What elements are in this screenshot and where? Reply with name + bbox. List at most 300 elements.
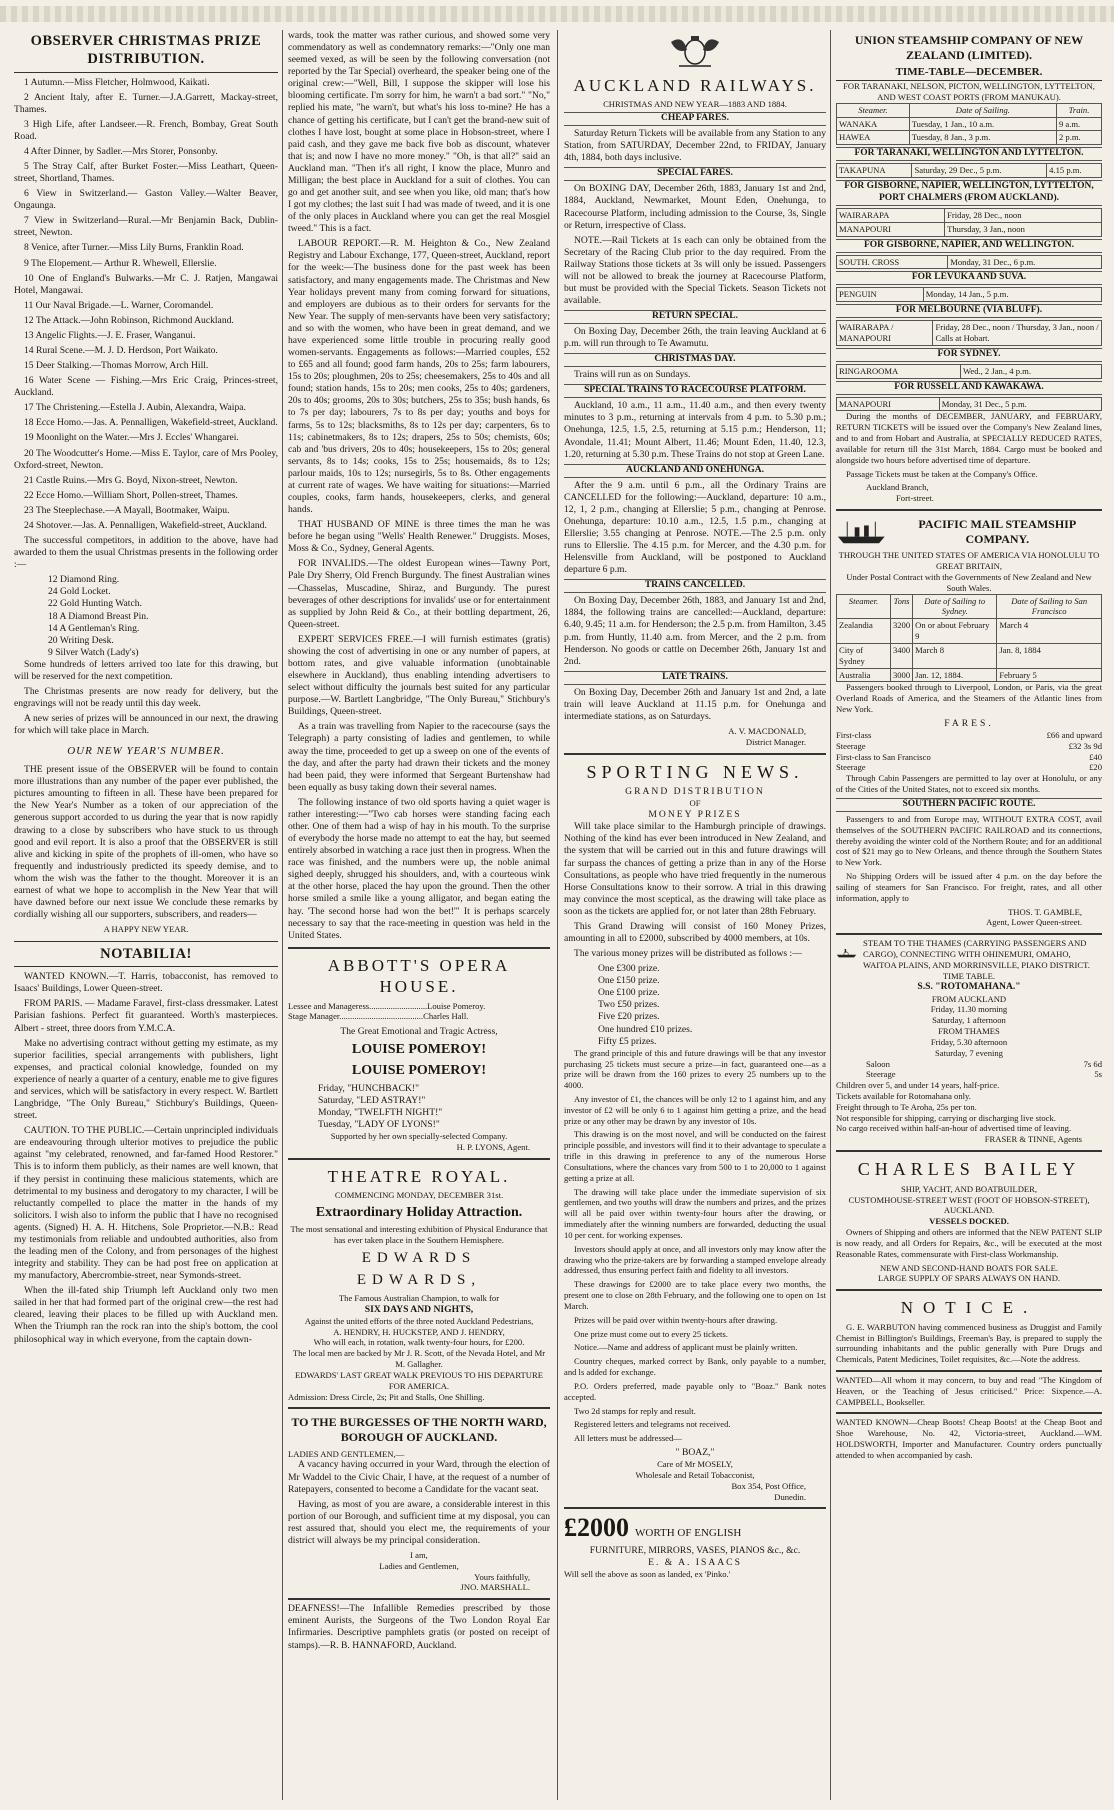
registered-letters: Registered letters and telegrams not received. — [574, 1419, 731, 1430]
steamship-icon — [836, 517, 887, 547]
winner-entry: 1 Autumn.—Miss Fletcher, Holmwood, Kaikati. — [24, 76, 210, 88]
trains-cancelled-heading: TRAINS CANCELLED. — [564, 579, 826, 593]
various-prizes: The various money prizes will be distributed as follows :— — [574, 948, 802, 960]
lessee-line: Lessee and Manageress...........................Louise Pomeroy. — [288, 1000, 486, 1011]
these-drawings: These drawings for £2000 are to take place every two months, the present one to close on 28th February, and the following one to open on 1st March. — [564, 1279, 826, 1311]
fare-row — [836, 741, 1102, 752]
gamble: THOS. T. GAMBLE, — [1008, 906, 1082, 917]
table-sydney — [836, 364, 1102, 379]
during-months: During the months of DECEMBER, JANUARY, and FEBRUARY, RETURN TICKETS will be issued over the Company's New Zealand lines, and to and from Hobart and Australia, at SPECIALLY REDUCED RATES, available for return till the 31st March, 1884. Cargo must be booked and alongside two hours before advertised time of departure. — [836, 411, 1102, 465]
fare-row — [836, 762, 1102, 773]
table-row — [837, 321, 1102, 346]
winner-entry: 15 Deer Stalking.—Thomas Morrow, Arch Hill. — [24, 360, 209, 372]
column-rule — [282, 30, 283, 1800]
great-actress: The Great Emotional and Tragic Actress, — [340, 1026, 498, 1038]
fare-class: Steerage — [836, 762, 866, 773]
table-cell: WAIRARAPA / MANAPOURI — [837, 321, 933, 346]
fare-class: First-class — [836, 729, 872, 740]
table-cell: February 5 — [997, 668, 1102, 682]
saloon-label: Saloon — [866, 1058, 890, 1069]
railways-title: AUCKLAND RAILWAYS. — [573, 76, 817, 95]
burgesses-ad — [288, 1407, 550, 1593]
vessels-docked: VESSELS DOCKED. — [929, 1216, 1009, 1227]
care-of: Care of Mr MOSELY, — [657, 1459, 733, 1470]
isaacs-worth: WORTH OF ENGLISH — [635, 1527, 742, 1540]
backed: The local men are backed by Mr J. R. Scott, of the Nevada Hotel, and Mr M. Gallagher. — [292, 1348, 546, 1370]
table-cell: 4.15 p.m. — [1047, 164, 1102, 178]
notabilia-item: When the ill-fated ship Triumph left Auckland only two men sailed in her that had formed part of the original crew—the rest had cleared, leaving their places to be filled up with Auckland men. When the Triumph ran the rock ran into the ship's bottom, the cool philosophical way in which everyone, from the captain down- — [14, 1285, 278, 1345]
wholesale: Wholesale and Retail Tobacconist, — [635, 1469, 755, 1480]
section-gisborne-port-chalmers: FOR GISBORNE, NAPIER, WELLINGTON, LYTTELTON, PORT CHALMERS (FROM AUCKLAND). — [836, 180, 1102, 206]
column-rule — [557, 30, 558, 1800]
table-cell: 9 a.m. — [1056, 117, 1101, 131]
champion: The Famous Australian Champion, to walk for — [338, 1292, 500, 1303]
section-melbourne: FOR MELBOURNE (VIA BLUFF). — [836, 304, 1102, 318]
prizes-paid: Prizes will be paid over within twenty-hours after drawing. — [574, 1314, 778, 1325]
investors-apply: Investors should apply at once, and all investors only may know after the drawing who the prize-takers are by forwarding a stamped envelope already addressed, thus ensuring perfect faith and fidelity to all investors. — [564, 1243, 826, 1276]
winner-entry: 6 View in Switzerland.— Gaston Valley.—Walter Beaver, Ongaunga. — [14, 188, 278, 212]
wanted-kingdom-ad — [836, 1370, 1102, 1407]
fraser-tinne: FRASER & TINNE, Agents — [984, 1134, 1082, 1145]
labour-report: LABOUR REPORT.—R. M. Heighton & Co., New Zealand Registry and Labour Exchange, 177, Queen-street, Auckland, report for the week:—The business done for the past week has been satisfactory, and many engagements made. The Christmas and New Year holidays prevent many from coming forward for situations, and employers are dubious as to their orders for servants for the New Year. The supply of men-servants have been very satisfactory; and so with the women, who have been in great demand, and we have experienced some little trouble in procuring really good women-servants. Engagements as follows:—Married couples, £52 to £65 and all found; good farm hands, 20s to 25s; farm labourers, 15s to 20s; ploughmen, 20s to 25s; cheesemakers, 25s to 40s and all found; station hands, 15s to 20s; men cooks, 25s to 40s; gardeners, 20s to 40s; grooms, 20s to 30s; butchers, 25s to 35s; bush hands, 6s to 7s per day; labourers, 7s to 8s per day; youths and boys for farms, 5s to 12s; blacksmiths, 8s to 12s per day; carpenters, 6s to 11s; cabinetmakers, 8s to 12s; drapers, 25s to 50s; chemists, 60s; cab and 'bus drivers, 20s to 40s; housekeepers, 15s to 20s; general servants, 8s to 14s; cooks, 15s to 25s; housemaids, 8s to 12s; parlour maids, 10s to 12s; nursegirls, 5s to 8s. Other engagements at current rate of wages. We have waiting for situations:—Married couples, cooks, farm hands, housekeepers, clerks, and general hands. — [288, 238, 550, 516]
tickets-available: Tickets available for Rotomahana only. — [836, 1091, 971, 1101]
against: Against the united efforts of the three noted Auckland Pedestrians, — [304, 1315, 534, 1326]
table-row — [837, 619, 1102, 644]
table-row — [837, 131, 1102, 145]
freight-through: Freight through to Te Aroha, 25s per ton. — [836, 1101, 977, 1112]
return-special-heading: RETURN SPECIAL. — [564, 310, 826, 324]
column-rule — [830, 30, 831, 1800]
show-item: Saturday, "LED ASTRAY!" — [318, 1094, 426, 1106]
table-cell: 3400 — [890, 643, 912, 668]
table-cell: 2 p.m. — [1056, 131, 1101, 145]
winner-entry: 13 Angelic Flights.—J. E. Fraser, Wanganui. — [24, 329, 196, 341]
cabin-passengers: Through Cabin Passengers are permitted to lay over at Honolulu, or any of the Cities of the United States, not to exceed six months. — [836, 773, 1102, 795]
show-item: Friday, "HUNCHBACK!" — [318, 1082, 420, 1094]
happy-new-year: A HAPPY NEW YEAR. — [103, 924, 189, 935]
table-gisborne-wellington — [836, 255, 1102, 270]
isaacs-name: E. & A. ISAACS — [648, 1557, 742, 1569]
new-year-paragraph: THE present issue of the OBSERVER will be found to contain more illustrations than any number of the paper ever published, the pictures amounting to fifteen in all. These have been prepared for the New Year's Number as a token of our appreciation of the generous support accorded to us during the year that is now rapidly drawing to a close by subscribers who have stuck to us through good and evil report. It is also a proof that the OBSERVER is still alive and kicking in spite of the prophets of ill-omen, who have so frequently and industriously predicted its speedy demise, and to whom the wish was the father to the thought. Moreover it is an earnest of what we hope to accomplish in the New Year that will have dawned before our next issue We conclude these remarks by cordially wishing all our supporters, subscribers, and readers— — [14, 764, 278, 921]
money-prizes: MONEY PRIZES — [648, 809, 742, 821]
table-cell: 3000 — [890, 668, 912, 682]
table-taranaki-wellington — [836, 163, 1102, 178]
page-top-border — [0, 6, 1114, 22]
husband-ad: THAT HUSBAND OF MINE is three times the man he was before he began using "Wells' Health Renewer." Druggists. Moses, Moss & Co., Sydney, General Agents. — [288, 519, 550, 555]
notice-title: NOTICE. — [900, 1298, 1038, 1318]
customhouse: CUSTOMHOUSE-STREET WEST (FOOT OF HOBSON-STREET), AUCKLAND. — [848, 1194, 1090, 1216]
fares-list — [836, 730, 1102, 773]
pacific-mail-ad — [836, 509, 1102, 928]
isaacs-goods: FURNITURE, MIRRORS, VASES, PIANOS &c., &c. — [589, 1545, 801, 1557]
winner-entry: 18 Ecce Homo.—Jas. A. Pennalligen, Wakefield-street, Auckland. — [24, 417, 278, 429]
cheap-fares-heading: CHEAP FARES. — [564, 112, 826, 126]
notabilia-item: FROM PARIS. — Madame Faravel, first-class dressmaker. Latest Parisian fashions. Perfect fit guaranteed. Worth's masterpieces. Albert - street, three doors from Y.M.C.A. — [14, 998, 278, 1034]
steerage-fare: 5s — [1094, 1069, 1102, 1080]
union-table-header — [837, 103, 1102, 117]
opera-house-title: ABBOTT'S OPERA HOUSE. — [327, 955, 511, 997]
one-prize: One prize must come out to every 25 tickets. — [574, 1328, 728, 1339]
winner-entry: 21 Castle Ruins.—Mrs G. Boyd, Nixon-street, Newton. — [24, 474, 238, 486]
winner-entry: 16 Water Scene — Fishing.—Mrs Eric Craig, Princes-street, Auckland. — [14, 375, 278, 399]
table-cell: Monday, 14 Jan., 5 p.m. — [923, 288, 1101, 302]
most-sensational: The most sensational and interesting exhibition of Physical Endurance that has ever taken place in the Southern Hemisphere. — [290, 1224, 548, 1246]
christmas-day-heading: CHRISTMAS DAY. — [564, 353, 826, 367]
ship-yacht: SHIP, YACHT, AND BOATBUILDER, — [900, 1183, 1038, 1194]
table-row — [837, 668, 1102, 682]
table-header-cell: Steamer. — [837, 103, 910, 117]
sporting-news-title: SPORTING NEWS. — [586, 761, 804, 782]
notabilia-list — [14, 971, 278, 1345]
table-row — [837, 255, 1102, 269]
this-drawing: This drawing is on the most novel, and will be conducted on the fairest principle possible, and investors will find it to their advantage to speculate a trifle in this drawing in preference to any of the numerous Horse Consultations, where the chances vary from 500 to 1 to 20,000 to 1 against getting a prize at all. — [564, 1129, 826, 1183]
southern-pacific-text: Passengers to and from Europe may, WITHOUT EXTRA COST, avail themselves of the SOUTHERN PACIFIC RAILROAD and its connections, thereby avoiding the winter cold of the Northern Route; and for an additional cost of $21 may go to New Orleans, and thence through the Southern States to New York. — [836, 813, 1102, 868]
marshall-signature: JNO. MARSHALL. — [460, 1582, 530, 1593]
isaacs-sell: Will sell the above as soon as landed, ex 'Pinko.' — [564, 1569, 731, 1580]
isaacs-ad — [564, 1507, 826, 1580]
auckland-onehunga-text: After the 9 a.m. until 6 p.m., all the Ordinary Trains are CANCELLED for the following:—Auckland, departure: 10 a.m., 12, 1, 2 p.m., changing at Ellerslie; 5 p.m., changing at Penrose. Onehunga, departure: 10.10 a.m., 12.5, 1.5 p.m., changing at Ellerslie; 3.55 changing at Penrose. NOTE.—The 2.5 p.m. only runs to Ellerslie. The 4.15 p.m. for Mercer, and the 4.30 p.m. for Helensville from Auckland, will be postponed to Auckland departure 6 p.m. — [564, 479, 826, 576]
fare-price: £40 — [1089, 751, 1102, 762]
table-cell: Thursday, 3 Jan., noon — [945, 222, 1102, 236]
section-gisborne-wellington: FOR GISBORNE, NAPIER, AND WELLINGTON. — [836, 239, 1102, 253]
new-year-title: OUR NEW YEAR'S NUMBER. — [67, 745, 225, 758]
table-cell: Wed., 2 Jan., 4 p.m. — [960, 364, 1101, 378]
prize-distribution-title: OBSERVER CHRISTMAS PRIZE DISTRIBUTION. — [14, 32, 278, 73]
prize-item: One hundred £10 prizes. — [598, 1023, 693, 1035]
column-2 — [288, 30, 550, 1802]
present-item: 22 Gold Hunting Watch. — [48, 598, 142, 610]
presents-ready: The Christmas presents are now ready for delivery, but the engravings will not be ready until this day week. — [14, 685, 278, 710]
winner-entry: 17 The Christening.—Estella J. Aubin, Alexandra, Waipa. — [24, 402, 246, 414]
sporting-news-ad — [564, 753, 826, 1503]
edwards-1: EDWARDS — [361, 1250, 477, 1267]
no-cargo: No cargo received within half-an-hour of advertised time of leaving. — [836, 1123, 1072, 1134]
ladies-gentlemen-2: Ladies and Gentlemen, — [379, 1560, 459, 1571]
fare-price: £66 and upward — [1046, 729, 1102, 740]
prize-item: One £300 prize. — [598, 963, 660, 975]
saturday-auckland: Saturday, 1 afternoon — [932, 1015, 1006, 1026]
table-cell: March 4 — [997, 619, 1102, 644]
table-header-cell: Steamer. — [837, 594, 891, 619]
winner-entry: 4 After Dinner, by Sadler.—Mrs Storer, Ponsonby. — [24, 145, 218, 157]
column-3 — [564, 30, 826, 1802]
notice-ad — [836, 1289, 1102, 1365]
winner-entry: 12 The Attack.—John Robinson, Richmond Auckland. — [24, 314, 234, 326]
deafness-text: DEAFNESS!—The Infallible Remedies prescribed by those eminent Aurists, the Surgeons of the Two London Royal Ear Infirmaries. Descriptive pamphlets gratis (or posted on receipt of stamps).—R. B. HANNAFORD, Auckland. — [288, 1603, 550, 1651]
wanted-kingdom-text: WANTED—All whom it may concern, to buy and read "The Kingdom of Heaven, or the Teaching of Jesus criticised." Price: Sixpence.—A. CAMPBELL, Bookseller. — [836, 1374, 1102, 1407]
table-cell: City of Sydney — [837, 643, 891, 668]
table-row — [837, 117, 1102, 131]
po-orders: P.O. Orders preferred, made payable only to "Boaz." Bank notes accepted. — [564, 1380, 826, 1402]
table-cell: MANAPOURI — [837, 397, 940, 411]
prize-item: One £100 prize. — [598, 987, 660, 999]
expert-services-ad: EXPERT SERVICES FREE.—I will furnish estimates (gratis) showing the cost of advertising in one or any number of papers, at bottom rates, and give valuable information (unobtainable elsewhere in Auckland), thus enabling intending advertisers to select without difficulty the journals best suited for any particular purpose.—W. Bartlett Langbridge, "The Only Bureau," Stichbury's Buildings, Queen-street. — [288, 633, 550, 718]
table-cell: MANAPOURI — [837, 222, 945, 236]
column-1 — [14, 30, 278, 1802]
opera-house-ad — [288, 947, 550, 1153]
table-gisborne-port-chalmers — [836, 208, 1102, 237]
special-fares-text: On BOXING DAY, December 26th, 1883, January 1st and 2nd, 1884, Auckland, Newmarket, Mount Eden, Onehunga, to Racecourse Platform, including admission to the Course, 3s, Single or Return, irrespective of Class. — [564, 183, 826, 231]
section-sydney: FOR SYDNEY. — [836, 348, 1102, 362]
ss-rotomahana: S.S. "ROTOMAHANA." — [917, 981, 1021, 993]
table-cell: 3200 — [890, 619, 912, 644]
fare-row — [836, 752, 1102, 763]
vacancy-paragraph: A vacancy having occurred in your Ward, through the election of Mr Waddel to the Civic Chair, I have, at the request of a number of Ratepayers, consented to become a Candidate for the vacant seat. — [288, 1459, 550, 1495]
bailey-title: CHARLES BAILEY — [857, 1159, 1081, 1180]
cab-horse-story: The following instance of two old sports having a quiet wager is rather interesting:—"Two cab horses were standing facing each other. One of them had a wisp of hay in his mouth. To the surprise of everybody the horse made no attempt to eat the hay, but seemed entirely absorbed in watching a race just then in progress. When the race was finished, and the numbers were up, the noble animal sighed deeply, shrugged his shoulders, and, with a courteous wink at the other horse, placed the hay upon the ground. Then the other horse smiled a smile like a young alligator, and began eating the hay. 'The second horse had won the bet!'" It is perhaps scarcely necessary to say that the race-meeting in question was held in the United States. — [288, 796, 550, 941]
all-letters: All letters must be addressed— — [574, 1433, 682, 1444]
table-row — [837, 164, 1102, 178]
invalids-ad: FOR INVALIDS.—The oldest European wines—Tawny Port, Pale Dry Sherry, Old French Burgundy. The finest Australian wines—Chasselas, Muscadine, Shiraz, and Burgundy. The purest beverages of other descriptions for invalids' use or for entertainment as supplied by John Reid & Co., at their bottling department, 26, Queen-street. — [288, 558, 550, 630]
table-cell: Jan. 12, 1884. — [913, 668, 997, 682]
show-list — [288, 1083, 550, 1131]
union-table — [836, 103, 1102, 145]
boaz: " BOAZ," — [675, 1447, 715, 1458]
fare-class: First-class to San Francisco — [836, 751, 931, 762]
dunedin: Dunedin. — [774, 1491, 806, 1502]
having-paragraph: Having, as most of you are aware, a considerable interest in this portion of our Borough, and sufficient time at my disposal, you can rest assured that, should you elect me, the requirements of your district will always be my principal consideration. — [288, 1498, 550, 1546]
auckland-onehunga-heading: AUCKLAND AND ONEHUNGA. — [564, 464, 826, 478]
from-thames: FROM THAMES — [938, 1026, 1000, 1037]
supported-by: Supported by her own specially-selected Company. — [330, 1130, 508, 1141]
trains-cancelled-text: On Boxing Day, December 26th, 1883, and January 1st and 2nd, 1884, the following trains are cancelled:—Auckland, departure: 6.40, 9.45; 11 a.m. for Henderson; the 2.5 p.m. from Hamilton, 3.45 p.m. from Huntly, 11.40 a.m. from Mercer, and the 2 p.m. from Henderson. No goods or cattle on December 26th, January 1st and 2nd. — [564, 595, 826, 667]
saloon-fare: 7s 6d — [1083, 1058, 1102, 1069]
two-stamps: Two 2d stamps for reply and result. — [574, 1405, 696, 1416]
christmas-day-text: Trains will run as on Sundays. — [574, 369, 691, 381]
country-cheques: Country cheques, marked correct by Bank, only payable to a number, and ls added for exchange. — [564, 1356, 826, 1378]
winner-entry: 3 High Life, after Landseer.—R. French, Bombay, Great South Road. — [14, 118, 278, 142]
table-header-cell: Tons — [890, 594, 912, 619]
table-cell: RINGAROOMA — [837, 364, 961, 378]
edwards-2: EDWARDS, — [356, 1271, 482, 1288]
grand-principle: The grand principle of this and future drawings will be that any investor purchasing 25 tickets must secure a prize—in fact, guaranteed one—as a prize will be drawn from the 160 prizes to every 25 numbers up to the 4000. — [564, 1047, 826, 1091]
agent-lyons: H. P. LYONS, Agent. — [456, 1141, 530, 1152]
table-cell: WAIRARAPA — [837, 208, 945, 222]
prize-item: Fifty £5 prizes. — [598, 1035, 657, 1047]
railway-crest-icon — [564, 32, 826, 72]
table-cell: Tuesday, 8 Jan., 3 p.m. — [909, 131, 1056, 145]
of-word: OF — [689, 798, 701, 809]
return-special-text: On Boxing Day, December 26th, the train leaving Auckland at 6 p.m. will run through to Te Awamutu. — [564, 326, 826, 350]
prize-item: Two £50 prizes. — [598, 999, 660, 1011]
last-great-walk: EDWARDS' LAST GREAT WALK PREVIOUS TO HIS DEPARTURE FOR AMERICA. — [295, 1369, 543, 1391]
winner-entry: 23 The Steeplechase.—A Mayall, Bootmaker, Waipu. — [24, 504, 230, 516]
no-shipping-orders: No Shipping Orders will be issued after 4 p.m. on the day before the sailing of steamers for San Francisco. For freight, rates, and all other information, apply to — [836, 871, 1102, 903]
table-cell: HAWEA — [837, 131, 910, 145]
fare-price: £32 3s 9d — [1068, 740, 1102, 751]
section-russell: FOR RUSSELL AND KAWAKAWA. — [836, 381, 1102, 395]
not-responsible: Not responsible for shipping, carrying or discharging live stock. — [836, 1112, 1056, 1123]
isaacs-amount: £2000 — [564, 1513, 629, 1543]
winner-entry: 2 Ancient Italy, after E. Turner.—J.A.Garrett, Mackay-street, Thames. — [14, 91, 278, 115]
wanted-boots-ad — [836, 1412, 1102, 1460]
new-series: A new series of prizes will be announced in our next, the drawing for which will take place in March. — [14, 713, 278, 737]
table-row — [837, 397, 1102, 411]
cheap-fares-text: Saturday Return Tickets will be available from any Station to any Station, from SATURDAY, December 22nd, to FRIDAY, January 4th, 1884, both days inclusive. — [564, 128, 826, 164]
present-item: 9 Silver Watch (Lady's) — [48, 646, 139, 658]
gamble-agent: Agent, Lower Queen-street. — [986, 917, 1082, 928]
section-taranaki-wellington: FOR TARANAKI, WELLINGTON AND LYTTELTON. — [836, 147, 1102, 161]
winner-entry: 11 Our Naval Brigade.—L. Warner, Coromandel. — [24, 299, 214, 311]
thames-steamer-ad — [836, 933, 1102, 1145]
po-box: Box 354, Post Office, — [731, 1480, 806, 1491]
rotation: Who will each, in rotation, walk twenty-four hours, for £200. — [313, 1337, 525, 1348]
drawing-place: The drawing will take place under the immediate supervision of six gentlemen, and two youths will draw the numbers and prizes, and the prizes will all be paid over within twenty-four hours after the drawing, or immediately after the winning numbers are forwarded, deducting the usual 10 per cent. for working expenses. — [564, 1186, 826, 1240]
prize-item: One £150 prize. — [598, 975, 660, 987]
present-item: 24 Gold Locket. — [48, 586, 111, 598]
presents-list — [48, 574, 278, 659]
postal-contract: Under Postal Contract with the Governments of New Zealand and New South Wales. — [846, 571, 1092, 593]
winner-entry: 5 The Stray Calf, after Burket Foster.—Miss Leathart, Queen-street, Shortland, Thames. — [14, 161, 278, 185]
paddle-steamer-icon — [836, 938, 857, 968]
table-cell: SOUTH. CROSS — [837, 255, 948, 269]
any-investor: Any investor of £1, the chances will be only 12 to 1 against him, and any investor of £2 will be only 6 to 1 against him getting a prize, and the head prize or any other may be drawn by any investor of 10s. — [564, 1093, 826, 1126]
table-row — [837, 208, 1102, 222]
table-header-cell: Date of Sailing. — [909, 103, 1056, 117]
union-steamship-title: UNION STEAMSHIP COMPANY OF NEW ZEALAND (LIMITED). — [854, 33, 1084, 63]
table-cell: Australia — [837, 668, 891, 682]
table-levuka-suva — [836, 287, 1102, 302]
owners-informed: Owners of Shipping and others are informed that the NEW PATENT SLIP is now ready, and all Orders for Repairs, &c., will be executed at the most Reasonable Rates, commensurate with First-class Workmanship. — [836, 1227, 1102, 1259]
burgesses-title: TO THE BURGESSES OF THE NORTH WARD, BOROUGH OF AUCKLAND. — [291, 1415, 547, 1445]
table-melbourne — [836, 320, 1102, 346]
fares-heading: FARES. — [944, 717, 994, 729]
steerage-label: Steerage — [866, 1069, 896, 1080]
winner-entry: 20 The Woodcutter's Home.—Miss E. Taylor, care of Mrs Pooley, Oxford-street, Newton. — [14, 447, 278, 471]
warbuton-text: G. E. WARBUTON having commenced business as Druggist and Family Chemist in Billington's Buildings, Freeman's Bay, is prepared to supply the surrounding inhabitants and the public generally with Pure Drugs and Chemicals, Patent Medicines, Toilet requisites, &c.—Note the address. — [836, 1321, 1102, 1365]
table-row — [837, 222, 1102, 236]
winners-list — [14, 77, 278, 533]
prize-item: Five £20 prizes. — [598, 1011, 660, 1023]
table-cell: On or about February 9 — [913, 619, 997, 644]
will-take-place: Will take place similar to the Hamburgh principle of drawings. Nothing of the kind has ever been introduced in New Zealand, and the system that will be carried out in this and future drawings will far surpass the chances of getting a prize than in any of the Horse Consultations, as people who have tried frequently in the numerous Horse Consultations know to their sorrow. A trial in this drawing may convince the most sceptical, as the drawing will take place as soon as the tickets are applied for, or not later than 28th February. — [564, 821, 826, 917]
present-item: 14 A Gentleman's Ring. — [48, 622, 140, 634]
successful-intro: The successful competitors, in addition to the above, have had awarded to them the usual Christmas presents in the following order :— — [14, 535, 278, 571]
booked-through: Passengers booked through to Liverpool, London, or Paris, via the great Overland Roads of America, and the Steamers of the Atlantic lines from New York. — [836, 682, 1102, 715]
ship-story-continued: wards, took the matter was rather curious, and showed some very commendatory as well as condemnatory remarks:—"Only one man seemed vexed, as will be seen by the following conversation (not reported by the Tar Special) overheard, the speaker being one of the original crew:—"Well, Bill, I suppose the skipper will lose his blooming certificate. I'm sorry for him, he warn't a bad sort." "No," replied his mate, "he warn't, but what's his loss to-mine? He has a chance of getting his certificate, but I can't get the brand-new suit of clothes I have lost, bought at some place in Hobson-street, where I paid cash, and they gave me back five bob as discount, whatever that is; and now I have no more money." "Oh, is that all?" said an Auckland man. "Then it's all right, I know the place, Munro and Milligan; the best place in Auckland for a suit of clothes. You can go and get another suit, and see when you like, old man; that's how I got my clothes; the last suit I had was made of tweed, and it is one of the only places in Auckland where you can get the real Mosgiel tweed." This is a fact. — [288, 30, 550, 235]
table-cell: Saturday, 29 Dec., 5 p.m. — [912, 164, 1047, 178]
this-grand-drawing: This Grand Drawing will consist of 160 Money Prizes, amounting in all to £2000, subscribed by 4000 members, at 10s. — [564, 920, 826, 944]
for-taranaki: FOR TARANAKI, NELSON, PICTON, WELLINGTON, LYTTELTON, AND WEST COAST PORTS (FROM MANUKAU). — [843, 81, 1095, 102]
table-cell: Friday, 28 Dec., noon / Thursday, 3 Jan., noon / Calls at Hobart. — [933, 321, 1102, 346]
table-row — [837, 643, 1102, 668]
theatre-royal-title: THEATRE ROYAL. — [327, 1166, 511, 1186]
racecourse-trains-text: Auckland, 10 a.m., 11 a.m., 11.40 a.m., and then every twenty minutes to 3 p.m., returning at intervals from 4 p.m. to 5.30 p.m.; Onehunga, 12.5, 1.5, 2.5, returning at 5.15 p.m.; Henderson, 11; Avondale, 11.41; Mount Albert, 11.46; Mount Eden, 11.40, 12.3, 1.20, returning at 5.30 p.m. These Trains do not stop at Green Lane. — [564, 400, 826, 460]
southern-pacific-heading: SOUTHERN PACIFIC ROUTE. — [836, 798, 1102, 812]
present-item: 20 Writing Desk. — [48, 634, 114, 646]
fare-class: Steerage — [836, 740, 866, 751]
saloon-fare-row — [836, 1059, 1102, 1070]
saturday-thames: Saturday, 7 evening — [935, 1047, 1003, 1058]
timetable-title: TIME-TABLE—DECEMBER. — [836, 66, 1102, 81]
special-fares-heading: SPECIAL FARES. — [564, 167, 826, 181]
grand-distribution: GRAND DISTRIBUTION — [625, 786, 765, 798]
ladies-gentlemen: LADIES AND GENTLEMEN,— — [288, 1448, 405, 1459]
louise-pomeroy-2: LOUISE POMEROY! — [351, 1062, 487, 1078]
louise-pomeroy-1: LOUISE POMEROY! — [351, 1042, 487, 1058]
stage-manager-line: Stage Manager.......................................Charles Hall. — [288, 1011, 469, 1022]
holiday-attraction: Extraordinary Holiday Attraction. — [315, 1204, 523, 1220]
notabilia-item: WANTED KNOWN.—T. Harris, tobacconist, has removed to Isaacs' Buildings, Lower Queen-street. — [14, 971, 278, 995]
winner-entry: 8 Venice, after Turner.—Miss Lily Burns, Franklin Road. — [24, 242, 244, 254]
fare-row — [836, 730, 1102, 741]
yours-faithfully: Yours faithfully, — [474, 1571, 530, 1582]
table-cell: TAKAPUNA — [837, 164, 912, 178]
pacific-table — [836, 594, 1102, 683]
table-row — [837, 288, 1102, 302]
children: Children over 5, and under 14 years, half-price. — [836, 1080, 1000, 1091]
late-trains-text: On Boxing Day, December 26th and January 1st and 2nd, a late train will leave Auckland at 11.15 p.m. for Onehunga and intermediate stations, as on Saturdays. — [564, 686, 826, 722]
i-am: I am, — [410, 1549, 428, 1560]
six-days: SIX DAYS AND NIGHTS, — [364, 1303, 474, 1315]
through-us: THROUGH THE UNITED STATES OF AMERICA VIA HONOLULU TO GREAT BRITAIN, — [838, 550, 1100, 572]
winner-entry: 19 Moonlight on the Water.—Mrs J. Eccles' Whangarei. — [24, 432, 239, 444]
table-cell: PENGUIN — [837, 288, 924, 302]
table-cell: Monday, 31 Dec., 6 p.m. — [948, 255, 1102, 269]
notice-name: Notice.—Name and address of applicant must be plainly written. — [574, 1342, 798, 1353]
winner-entry: 22 Ecce Homo.—William Short, Pollen-street, Thames. — [24, 489, 238, 501]
fort-street: Fort-street. — [896, 493, 934, 504]
table-cell: WANAKA — [837, 117, 910, 131]
christmas-new-year: CHRISTMAS AND NEW YEAR—1883 AND 1884. — [603, 99, 787, 110]
show-item: Monday, "TWELFTH NIGHT!" — [318, 1106, 443, 1118]
winner-entry: 14 Rural Scene.—M. J. D. Herdson, Port Waikato. — [24, 345, 218, 357]
table-cell: March 8 — [913, 643, 997, 668]
from-auckland: FROM AUCKLAND — [931, 993, 1007, 1004]
fare-price: £20 — [1089, 762, 1102, 773]
train-story: As a train was travelling from Napier to the racecourse (says the Telegraph) a party consisting of ladies and gentlemen, to while away the time, proceeded to get up a sweep on one of the events of the day, and after the party had drawn their tickets and the money had been paid, they were informed that Sergeant Burtenshaw had been equally as busy taking down their several names. — [288, 721, 550, 793]
spars: LARGE SUPPLY OF SPARS ALWAYS ON HAND. — [877, 1273, 1061, 1284]
pacific-table-header — [837, 594, 1102, 619]
district-manager: District Manager. — [745, 736, 806, 747]
notabilia-item: Make no advertising contract without getting my estimate, as my superior facilities, special arrangements with publishers, light expenses, and practical colonial knowledge, founded on my experience of nearly a quarter of a century, enable me to give figures and services, which will be satisfactory in every respect. W. Bartlett Langbridge, "The Only Bureau," Stichbury's Buildings, Queen-street. — [14, 1037, 278, 1122]
notabilia-title: NOTABILIA! — [14, 941, 278, 967]
notabilia-item: CAUTION. TO THE PUBLIC.—Certain unprincipled individuals are endeavouring through ulterior motives to prejudice the public against "my celebrated, renowned, and far-famed Hood Restorer." This is to inform them publicly, as their names are well known, that if they persist in continuing these malicious statements, which are detrimental to my business and derogatory to my character, I will be reluctantly compelled to place the matter in the hands of my solicitors. I wish also to inform the public that I have no recognised agents. (Signed) H. A. H. Hitchens, Sole Proprietor.—N.B.: Read my testimonials from reliable and undoubted authorities, also from the leading men of the Colony, and from personages of the highest integrity and stability. They can be had post free on application at my manufactory, Abercrombie-street, near Symonds-street. — [14, 1125, 278, 1282]
friday-auckland: Friday, 11.30 morning — [930, 1004, 1008, 1015]
note-text: NOTE.—Rail Tickets at 1s each can only be obtained from the Secretary of the Racing Club prior to the day required. From the Railway Stations those tickets at 3s will only be issued. Passengers will not be allowed to break the journey at Racecourse Platform, but must be provided with the Special Tickets. Season Tickets not available. — [564, 234, 826, 307]
present-item: 12 Diamond Ring. — [48, 574, 120, 586]
friday-thames: Friday, 5.30 afternoon — [930, 1036, 1008, 1047]
charles-bailey-ad — [836, 1150, 1102, 1284]
table-row — [837, 364, 1102, 378]
macdonald: A. V. MACDONALD, — [728, 725, 806, 736]
winner-entry: 24 Shotover.—Jas. A. Pennalligen, Wakefield-street, Auckland. — [24, 519, 267, 531]
late-trains-heading: LATE TRAINS. — [564, 671, 826, 685]
racecourse-trains-heading: SPECIAL TRAINS TO RACECOURSE PLATFORM. — [564, 384, 826, 398]
winner-entry: 10 One of England's Bulwarks.—Mr C. J. Ratjen, Mangawai Hotel, Mangawai. — [14, 272, 278, 296]
pacific-mail-title: PACIFIC MAIL STEAMSHIP COMPANY. — [918, 517, 1077, 547]
table-cell: Jan. 8, 1884 — [997, 643, 1102, 668]
table-header-cell: Train. — [1056, 103, 1101, 117]
late-letters: Some hundreds of letters arrived too late for this drawing, but will be reserved for the next competition. — [14, 658, 278, 682]
passage-tickets: Passage Tickets must be taken at the Company's Office. — [846, 468, 1038, 479]
prize-list — [598, 963, 826, 1048]
wanted-boots-text: WANTED KNOWN—Cheap Boots! Cheap Boots! at the Cheap Boot and Shoe Warehouse, No. 42, Victoria-street, Auckland.—WM. HOLDSWORTH, Importer and Manufacturer. Country orders punctually attended to when accompanied by cash. — [836, 1417, 1102, 1460]
table-header-cell: Date of Sailing to Sydney. — [913, 594, 997, 619]
admission: Admission: Dress Circle, 2s; Pit and Stalls, One Shilling. — [288, 1391, 485, 1402]
present-item: 18 A Diamond Breast Pin. — [48, 610, 149, 622]
table-cell: Friday, 28 Dec., noon — [945, 208, 1102, 222]
commencing: COMMENCING MONDAY, DECEMBER 31st. — [334, 1189, 504, 1200]
table-cell: Tuesday, 1 Jan., 10 a.m. — [909, 117, 1056, 131]
auckland-branch: Auckland Branch, — [866, 482, 929, 493]
section-levuka-suva: FOR LEVUKA AND SUVA. — [836, 271, 1102, 285]
deafness-ad — [288, 1598, 550, 1651]
table-russell — [836, 397, 1102, 412]
table-header-cell: Date of Sailing to San Francisco — [997, 594, 1102, 619]
steerage-fare-row — [836, 1069, 1102, 1080]
winner-entry: 9 The Elopement.— Arthur R. Whewell, Ellerslie. — [24, 257, 217, 269]
